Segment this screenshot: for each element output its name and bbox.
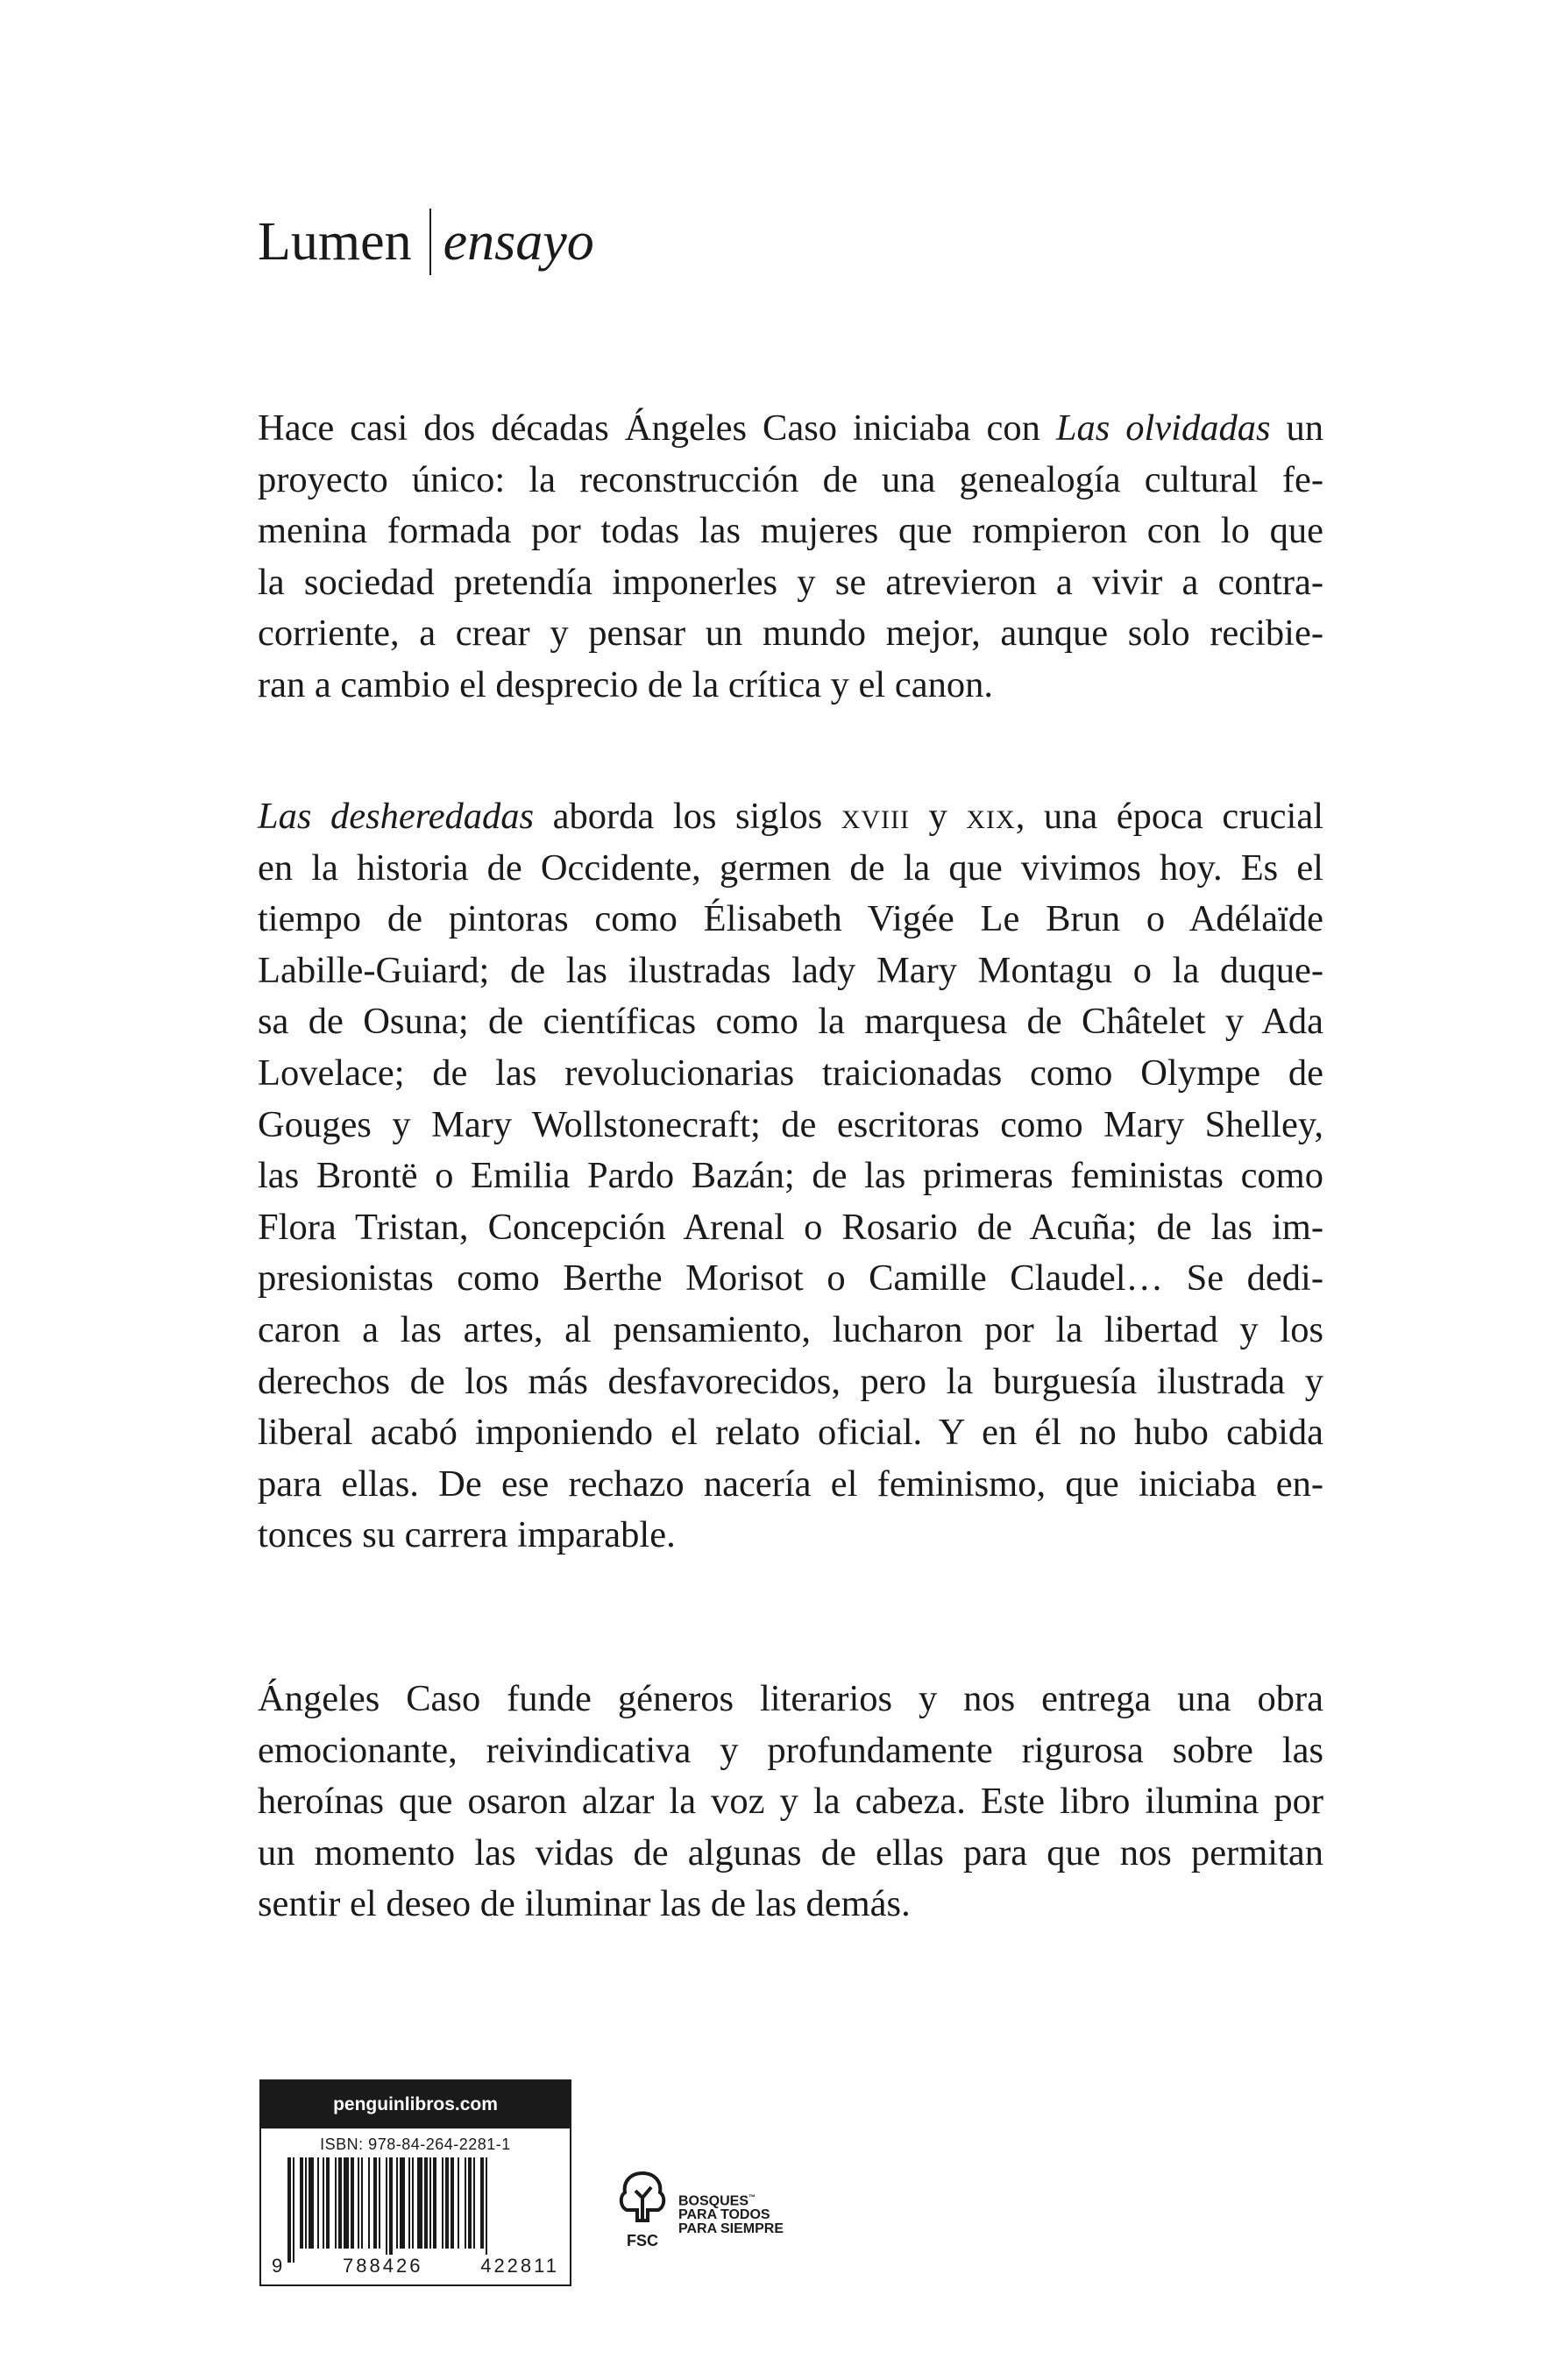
blurb-line: [258, 1725, 1323, 1777]
barcode-bar: [468, 2157, 472, 2249]
barcode-bar: [317, 2157, 319, 2249]
barcode-bar: [400, 2157, 405, 2249]
text-run: , una época crucial: [1015, 796, 1324, 837]
fsc-slogan: [678, 2191, 784, 2236]
book-title: Las olvidadas: [1055, 407, 1271, 449]
text-run: proyecto único: la reconstrucción de una genealogía cultural fe-: [258, 458, 1323, 500]
blurb-line: [258, 1253, 1323, 1305]
barcode-bar: [351, 2157, 354, 2249]
blurb-line: [258, 1674, 1323, 1725]
isbn-label: ISBN: 978-84-264-2281-1: [320, 2136, 511, 2153]
blurb-line: [258, 1776, 1323, 1828]
blurb-line: [258, 1407, 1323, 1459]
text-run: para ellas. De ese rechazo nacería el feminismo, que iniciaba en-: [258, 1463, 1323, 1505]
fsc-tree-icon: [614, 2168, 670, 2229]
blurb-line: [258, 791, 1323, 843]
publisher-website: penguinlibros.com: [261, 2081, 570, 2129]
text-run: emocionante, reivindicativa y profundamente rigurosa sobre las: [258, 1729, 1323, 1771]
blurb-line: [258, 843, 1323, 895]
barcode-bar: [396, 2157, 398, 2249]
century-numeral: xix: [966, 796, 1016, 837]
barcode-bar: [379, 2157, 380, 2249]
text-run: Flora Tristan, Concepción Arenal o Rosario de Acuña; de las im-: [258, 1206, 1323, 1248]
collection-name: ensayo: [443, 212, 594, 272]
blurb-line: [258, 557, 1323, 609]
text-run: corriente, a crear y pensar un mundo mejor, aunque solo recibie-: [258, 613, 1323, 655]
text-run: y: [910, 796, 967, 837]
barcode-bar: [486, 2157, 487, 2263]
barcode-bar: [389, 2157, 393, 2263]
barcode-bar: [424, 2157, 428, 2249]
blurb-line: [258, 1459, 1323, 1511]
text-run: menina formada por todas las mujeres que rompieron con lo que: [258, 510, 1323, 552]
text-run: las Brontë o Emilia Pardo Bazán; de las primeras feministas como: [258, 1155, 1323, 1197]
text-run: tonces su carrera imparable.: [258, 1514, 676, 1556]
blurb-line: [258, 660, 1323, 712]
barcode-bar: [373, 2157, 377, 2249]
text-run: derechos de los más desfavorecidos, pero la burguesía ilustrada y: [258, 1360, 1323, 1402]
fsc-label: FSC: [627, 2232, 658, 2249]
blurb-paragraph-3: [258, 1674, 1323, 1930]
blurb-line: [258, 1510, 1323, 1562]
barcode-bar: [451, 2157, 454, 2249]
text-run: presionistas como Berthe Morisot o Camille Claudel… Se dedi-: [258, 1257, 1323, 1300]
imprint-logo: [258, 209, 594, 275]
fsc-line-2: PARA TODOS: [678, 2207, 770, 2223]
barcode-bar: [361, 2157, 363, 2249]
barcode-bar: [368, 2157, 370, 2249]
blurb-line: [258, 1828, 1323, 1880]
barcode-bar: [300, 2157, 303, 2249]
text-run: Hace casi dos décadas Ángeles Caso iniciaba con: [258, 407, 1056, 449]
barcode-bars: [275, 2157, 556, 2263]
text-run: en la historia de Occidente, germen de la que vivimos hoy. Es el: [258, 846, 1323, 889]
fsc-trademark: ™: [749, 2193, 756, 2201]
text-run: Gouges y Mary Wollstonecraft; de escritoras como Mary Shelley,: [258, 1103, 1323, 1145]
fsc-line-3: PARA SIEMPRE: [678, 2221, 784, 2237]
publisher-name: Lumen: [258, 212, 412, 272]
blurb-line: [258, 1356, 1323, 1408]
blurb-line: [258, 1048, 1323, 1100]
blurb-line: [258, 608, 1323, 660]
text-run: caron a las artes, al pensamiento, lucharon por la libertad y los: [258, 1308, 1323, 1350]
barcode-bar: [293, 2157, 294, 2263]
text-run: un momento las vidas de algunas de ellas para que nos permitan: [258, 1831, 1323, 1874]
blurb-line: [258, 455, 1323, 506]
barcode-bar: [338, 2157, 342, 2249]
text-run: Ángeles Caso funde géneros literarios y nos entrega una obra: [258, 1678, 1323, 1719]
barcode-bar: [287, 2157, 291, 2263]
text-run: sa de Osuna; de científicas como la marquesa de Châtelet y Ada: [258, 1001, 1323, 1043]
barcode-bar: [323, 2157, 324, 2249]
text-run: ran a cambio el desprecio de la crítica y el canon.: [258, 663, 993, 705]
text-run: tiempo de pintoras como Élisabeth Vigée Le Brun o Adélaïde: [258, 898, 1323, 940]
barcode-bar: [458, 2157, 459, 2249]
blurb-line: [258, 506, 1323, 557]
text-run: Labille-Guiard; de las ilustradas lady Mary Montagu o la duque-: [258, 949, 1323, 991]
text-run: Lovelace; de las revolucionarias traicionadas como Olympe de: [258, 1052, 1323, 1094]
blurb-line: [258, 1879, 1323, 1930]
imprint-separator: [429, 209, 431, 275]
barcode-digits-right: 422811: [480, 2255, 559, 2277]
barcode-bar: [417, 2157, 422, 2249]
barcode-bar: [465, 2157, 466, 2249]
barcode-bar: [412, 2157, 414, 2249]
barcode-digit-lead: 9: [272, 2255, 286, 2277]
barcode-bar: [386, 2157, 387, 2263]
text-run: la sociedad pretendía imponerles y se atrevieron a vivir a contra-: [258, 561, 1323, 603]
barcode-bar: [358, 2157, 359, 2249]
text-run: aborda los siglos: [534, 796, 841, 837]
barcode-bar: [433, 2157, 436, 2249]
blurb-paragraph-2: [258, 791, 1323, 1562]
barcode-digits: [270, 2255, 561, 2277]
fsc-logo: [612, 2168, 784, 2250]
text-run: un: [1270, 407, 1323, 449]
blurb-paragraph-1: [258, 403, 1323, 712]
blurb-line: [258, 946, 1323, 997]
barcode-bar: [445, 2157, 449, 2249]
barcode-bar: [309, 2157, 314, 2249]
century-numeral: xviii: [841, 796, 911, 837]
blurb-line: [258, 403, 1323, 455]
barcode-bar: [473, 2157, 475, 2249]
book-title: Las desheredadas: [258, 796, 535, 837]
blurb-line: [258, 1202, 1323, 1254]
barcode-digits-left: 788426: [343, 2255, 423, 2277]
text-run: liberal acabó imponiendo el relato oficial. Y en él no hubo cabida: [258, 1412, 1323, 1454]
barcode-bar: [429, 2157, 431, 2249]
barcode-bar: [480, 2157, 484, 2249]
barcode-bar: [326, 2157, 330, 2249]
blurb-line: [258, 1151, 1323, 1202]
blurb-line: [258, 1305, 1323, 1356]
fsc-line-1: BOSQUES: [678, 2193, 749, 2209]
barcode-bar: [408, 2157, 410, 2249]
text-run: sentir el deseo de iluminar las de las demás.: [258, 1883, 911, 1925]
barcode-bar: [335, 2157, 337, 2249]
barcode-bar: [344, 2157, 349, 2249]
blurb-line: [258, 996, 1323, 1048]
barcode-bar: [442, 2157, 443, 2249]
blurb-line: [258, 894, 1323, 946]
text-run: heroínas que osaron alzar la voz y la cabeza. Este libro ilumina por: [258, 1781, 1323, 1823]
barcode-bar: [305, 2157, 307, 2249]
blurb-line: [258, 1100, 1323, 1151]
barcode-block: [259, 2079, 571, 2286]
